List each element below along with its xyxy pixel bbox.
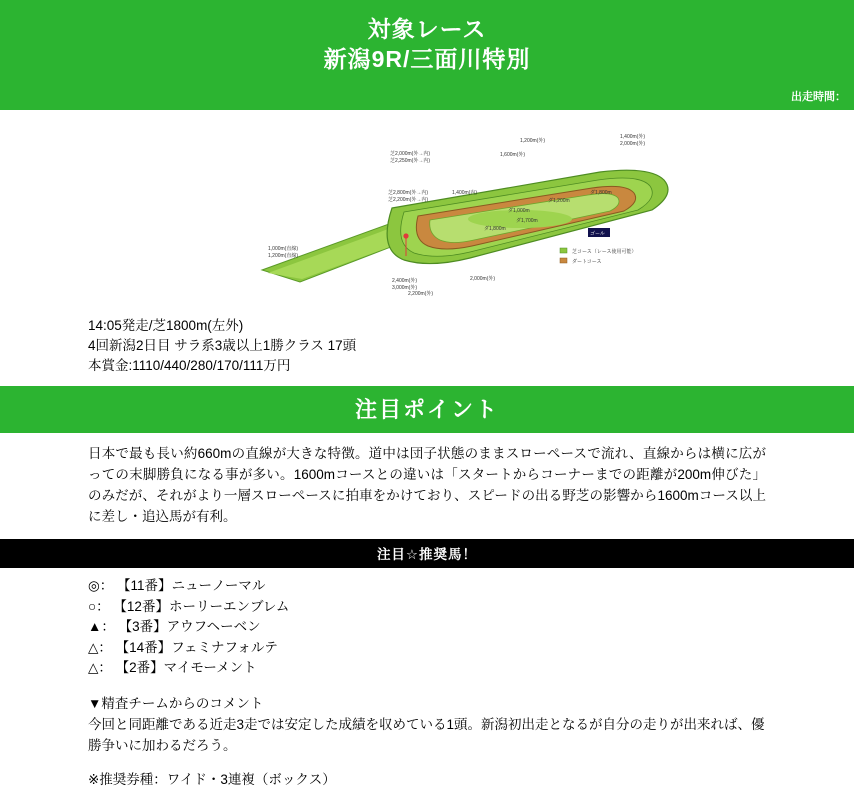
svg-text:1,200m(外): 1,200m(外) — [520, 138, 546, 144]
svg-text:芝2,800m(外→内): 芝2,800m(外→内) — [388, 190, 429, 196]
svg-text:3,000m(外): 3,000m(外) — [392, 285, 418, 291]
horse-mark: ▲ — [88, 619, 102, 634]
horse-mark: ○ — [88, 598, 97, 614]
svg-text:芝2,250m(外→内): 芝2,250m(外→内) — [390, 158, 431, 164]
race-details — [0, 310, 854, 380]
svg-text:ダ1,200m: ダ1,200m — [548, 198, 570, 204]
race-detail-line-2: 4回新潟2日目 サラ系3歳以上1勝クラス 17頭 — [88, 338, 357, 353]
team-comment-heading: ▼精査チームからのコメント — [88, 695, 264, 711]
horse-number: 【2番】 — [115, 660, 164, 675]
race-name: 新潟9R/三面川特別 — [323, 46, 531, 72]
list-item: ▲： 【3番】アウフヘーベン — [88, 619, 261, 634]
page-header — [0, 0, 854, 110]
horse-mark: △ — [88, 639, 99, 655]
team-comment-body: 今回と同距離である近走3走では安定した成績を収めている1頭。新潟初出走となるが自分の走りが出来れば、優勝争いに加わるだろう。 — [88, 716, 765, 753]
course-legend — [560, 248, 637, 265]
svg-text:ダートコース: ダートコース — [572, 259, 602, 265]
horse-mark: △ — [88, 660, 99, 675]
svg-text:ゴール: ゴール — [590, 231, 605, 237]
list-item: △： 【2番】マイモーメント — [88, 660, 257, 675]
point-section-heading: 注目ポイント — [0, 386, 854, 433]
point-section-text: 日本で最も長い約660mの直線が大きな特徴。道中は団子状態のままスローペースで流れ、直線からは横に広がっての末脚勝負になる事が多い。1600mコースとの違いは「スタートからコーナーまでの距離が200m伸びた」のみだが、それがより一層スローペースに拍車をかけており、スピードの出る野芝の影響から1600mコース以上に差し・追込馬が有利。 — [88, 446, 766, 524]
horse-number: 【11番】 — [117, 578, 172, 593]
post-time-label: 出走時間： — [791, 91, 846, 103]
svg-text:ダ1,000m: ダ1,000m — [508, 208, 530, 214]
svg-text:ダ1,800m: ダ1,800m — [484, 226, 506, 232]
horse-name: マイモーメント — [163, 660, 257, 675]
list-item: △： 【14番】フェミナフォルテ — [88, 639, 278, 655]
svg-text:芝2,000m(外→内): 芝2,000m(外→内) — [390, 151, 431, 157]
horse-name: ホーリーエンブレム — [168, 598, 290, 614]
svg-text:1,000m(直線): 1,000m(直線) — [268, 246, 299, 252]
list-item: ◎： 【11番】ニューノーマル — [88, 578, 266, 593]
team-comment — [0, 679, 854, 756]
svg-text:2,400m(外): 2,400m(外) — [392, 278, 418, 284]
list-item: ○： 【12番】ホーリーエンブレム — [88, 598, 290, 614]
horse-number: 【12番】 — [113, 598, 169, 614]
svg-text:芝コース（レース使用可能）: 芝コース（レース使用可能） — [572, 249, 637, 255]
svg-text:ダ1,800m: ダ1,800m — [590, 190, 612, 196]
race-detail-line-3: 本賞金:1110/440/280/170/111万円 — [88, 358, 291, 373]
horse-name: アウフヘーベン — [166, 619, 261, 634]
race-detail-line-1: 14:05発走/芝1800m(左外) — [88, 318, 244, 333]
course-diagram-svg — [0, 110, 854, 310]
ticket-note: ※推奨券種：ワイド・3連複（ボックス） — [88, 771, 336, 787]
svg-text:1,400m(内): 1,400m(内) — [452, 190, 478, 196]
horse-name: ニューノーマル — [171, 578, 266, 593]
svg-text:2,200m(外): 2,200m(外) — [408, 291, 434, 297]
course-diagram — [0, 110, 854, 310]
svg-text:芝2,200m(外→内): 芝2,200m(外→内) — [388, 197, 429, 203]
recommend-section-heading: 注目☆推奨馬！ — [0, 539, 854, 568]
svg-text:1,600m(外): 1,600m(外) — [500, 152, 526, 158]
svg-text:2,000m(外): 2,000m(外) — [620, 141, 646, 147]
horse-name: フェミナフォルテ — [171, 639, 278, 655]
svg-text:2,000m(外): 2,000m(外) — [470, 276, 496, 282]
horse-number: 【3番】 — [118, 619, 167, 634]
horse-mark: ◎ — [88, 578, 100, 593]
horse-number: 【14番】 — [115, 639, 172, 655]
svg-text:1,200m(直線): 1,200m(直線) — [268, 253, 299, 259]
page-title: 対象レース — [367, 16, 487, 42]
recommended-horse-list — [0, 568, 854, 679]
svg-text:1,400m(外): 1,400m(外) — [620, 134, 646, 140]
svg-text:ダ1,700m: ダ1,700m — [516, 218, 538, 224]
